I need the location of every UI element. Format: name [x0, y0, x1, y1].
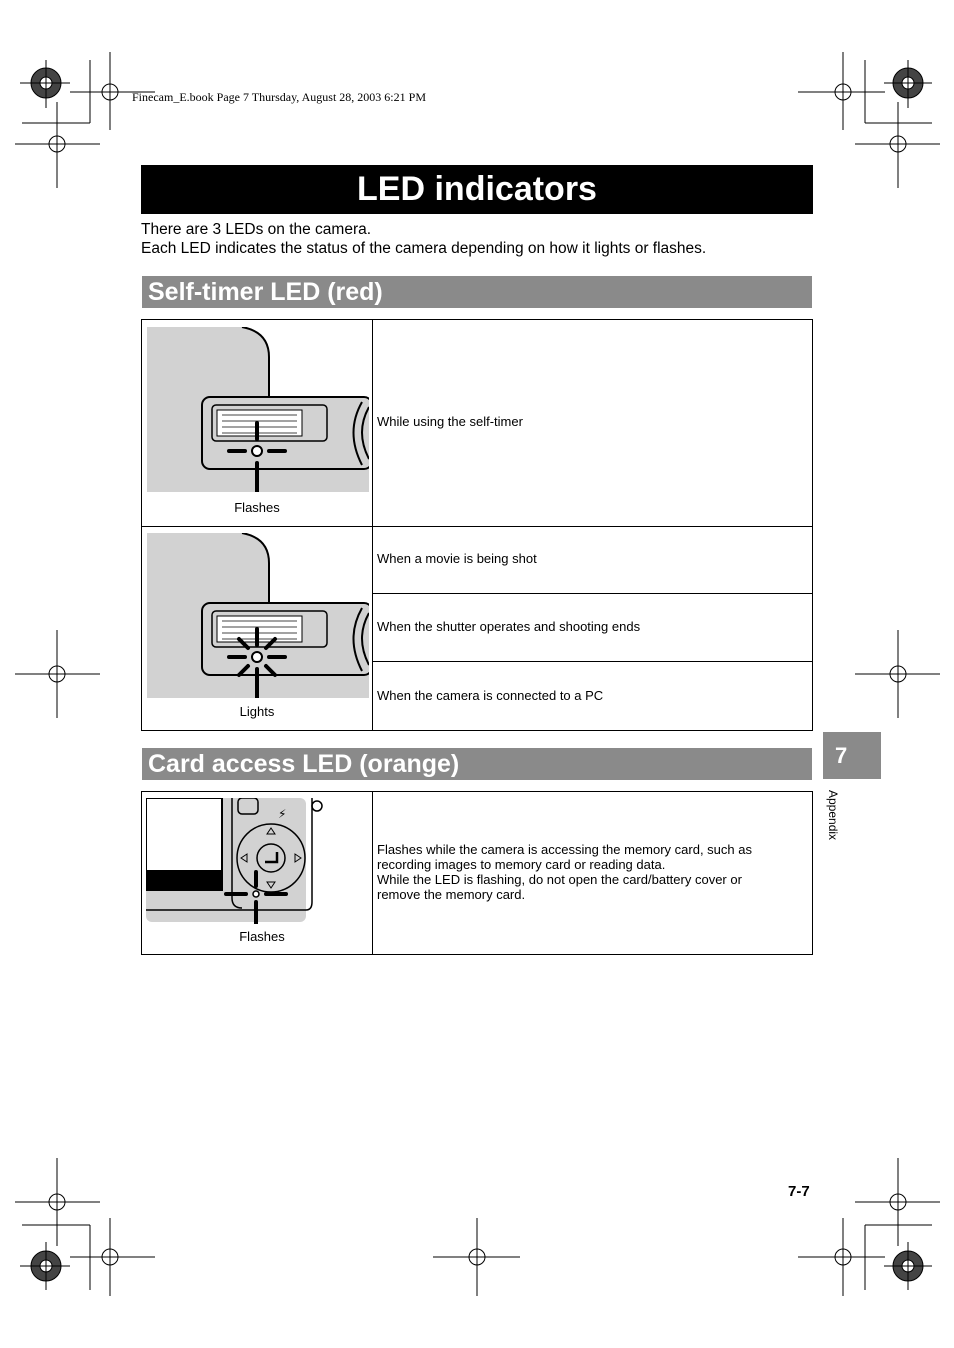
section-heading-card-access — [142, 748, 812, 780]
chapter-tab — [823, 732, 881, 779]
camera-back-flashes-illustration — [146, 798, 326, 924]
section-heading-text: Card access LED (orange) — [148, 749, 460, 778]
caption-flashes: Flashes — [234, 500, 280, 515]
camera-front-lights-illustration — [147, 533, 369, 698]
caption-lights: Lights — [239, 704, 275, 719]
print-header: Finecam_E.book Page 7 Thursday, August 28, 2003 6:21 PM — [132, 90, 426, 104]
description-movie: When a movie is being shot — [377, 551, 537, 566]
section-heading-self-timer — [142, 276, 812, 308]
chapter-label: Appendix — [826, 790, 840, 841]
row-divider — [373, 661, 812, 662]
page-title: LED indicators — [357, 170, 597, 208]
description-card-access — [374, 842, 812, 902]
description-card-access-2: While the LED is flashing, do not open the card/battery cover or remove the memory card. — [377, 872, 742, 902]
description-card-access-1: Flashes while the camera is accessing the memory card, such as recording images to memory card or reading data. — [377, 842, 752, 872]
description-pc: When the camera is connected to a PC — [377, 688, 604, 703]
row-divider — [373, 593, 812, 594]
description-shutter: When the shutter operates and shooting ends — [377, 619, 641, 634]
camera-front-flashes-illustration — [147, 327, 369, 492]
intro-line-2: Each LED indicates the status of the camera depending on how it lights or flashes. — [141, 240, 707, 257]
self-timer-table — [141, 319, 813, 731]
intro-text — [141, 220, 706, 258]
chapter-number: 7 — [835, 742, 848, 768]
caption-flashes: Flashes — [239, 929, 285, 944]
card-access-flashes-cell — [142, 792, 373, 954]
section-heading-text: Self-timer LED (red) — [148, 277, 383, 306]
card-access-table — [141, 791, 813, 955]
description-self-timer: While using the self-timer — [377, 414, 523, 429]
page-number: 7-7 — [788, 1183, 810, 1200]
intro-line-1: There are 3 LEDs on the camera. — [141, 221, 372, 238]
self-timer-flashes-cell — [142, 320, 373, 526]
page-title-bar — [141, 165, 813, 214]
self-timer-lights-cell — [142, 527, 373, 730]
svg-text:⚡: ⚡ — [278, 807, 287, 821]
